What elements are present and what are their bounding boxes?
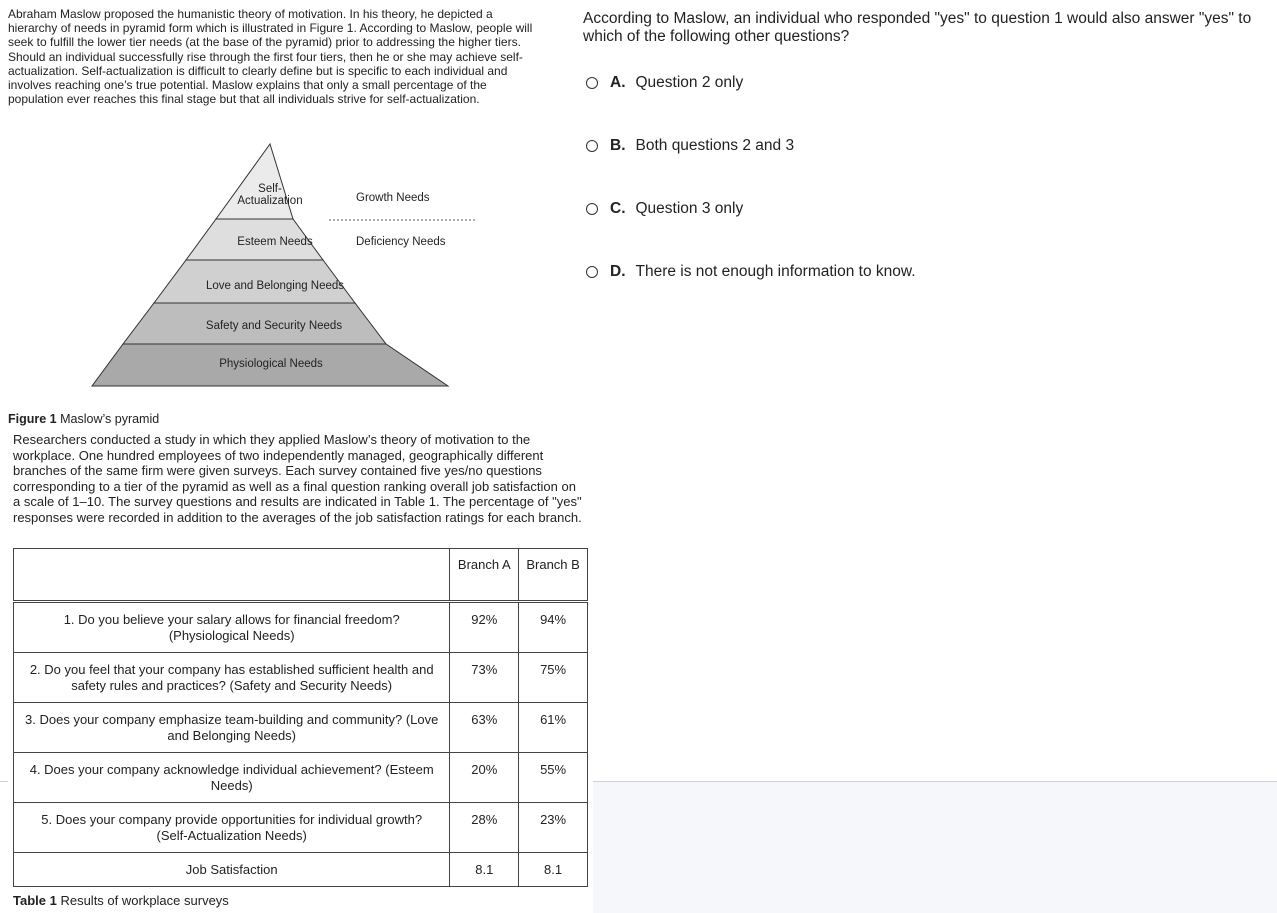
figure-caption [8, 412, 159, 426]
option-letter: D. [610, 263, 626, 280]
answer-option-a[interactable] [586, 74, 743, 92]
table-row [14, 703, 588, 753]
tier-label-physio: Physiological Needs [219, 358, 323, 370]
table-caption-text: Results of workplace surveys [56, 893, 229, 908]
table-question: 1. Do you believe your salary allows for financial freedom? (Physiological Needs) [14, 602, 450, 653]
option-text: Question 2 only [635, 74, 744, 91]
radio-icon[interactable] [586, 266, 598, 278]
table-value-a: 92% [450, 602, 519, 653]
table-value-a: 63% [450, 703, 519, 753]
passage-text: Abraham Maslow proposed the humanistic theory of motivation. In his theory, he depicted a hierarchy of needs in pyramid form which is illustrated in Figure 1. According to Maslow, people will seek to fulfill the lower tier needs (at the base of the pyramid) prior to addressing the higher tiers. Should an individual successfully rise through the first four tiers, then he or she may achieve self-actualization. Self-actualization is difficult to clearly define but is specific to each individual and involves reaching one’s true potential. Maslow explains that only a small percentage of the population ever reaches this final stage but that all individuals strive for self-actualization. [8, 7, 533, 107]
table-value-b: 75% [519, 653, 588, 703]
table-value-b: 61% [519, 703, 588, 753]
radio-icon[interactable] [586, 140, 598, 152]
table-row [14, 753, 588, 803]
table-question: 3. Does your company emphasize team-building and community? (Love and Belonging Needs) [14, 703, 450, 753]
table-row [14, 803, 588, 853]
radio-icon[interactable] [586, 203, 598, 215]
table-question: 5. Does your company provide opportunities for individual growth? (Self-Actualization Needs) [14, 803, 450, 853]
answer-option-c[interactable] [586, 200, 743, 218]
table-header-row [14, 549, 588, 602]
table-value-b: 8.1 [519, 853, 588, 887]
table-question: 2. Do you feel that your company has established sufficient health and safety rules and practices? (Safety and Security Needs) [14, 653, 450, 703]
option-letter: C. [610, 200, 626, 217]
table-caption [13, 893, 229, 908]
table-value-a: 28% [450, 803, 519, 853]
option-letter: A. [610, 74, 626, 91]
divider-line [0, 781, 8, 782]
table-caption-label: Table 1 [13, 893, 57, 908]
table-value-a: 73% [450, 653, 519, 703]
passage-pane [0, 0, 593, 912]
table-value-a: 20% [450, 753, 519, 803]
table-header-branch-a: Branch A [450, 549, 519, 602]
table-row [14, 602, 588, 653]
tier-label-love: Love and Belonging Needs [205, 280, 345, 292]
results-table [13, 548, 588, 887]
table-question: Job Satisfaction [14, 853, 450, 887]
table-value-b: 23% [519, 803, 588, 853]
answer-option-b[interactable] [586, 137, 794, 155]
table-value-a: 8.1 [450, 853, 519, 887]
answer-option-d[interactable] [586, 263, 916, 281]
tier-self-actualization [216, 144, 293, 219]
study-text: Researchers conducted a study in which they applied Maslow’s theory of motivation to the workplace. One hundred employees of two independently managed, geographically different branches of the same firm were given surveys. Each survey contained five yes/no questions corresponding to a tier of the pyramid as well as a final question ranking overall job satisfaction on a scale of 1–10. The survey questions and results are indicated in Table 1. The percentage of "yes" responses were recorded in addition to the averages of the job satisfaction ratings for each branch. [13, 432, 582, 525]
table-row [14, 853, 588, 887]
answer-pane-footer [593, 781, 1277, 913]
deficiency-needs-label: Deficiency Needs [356, 236, 446, 248]
table-value-b: 55% [519, 753, 588, 803]
tier-label-self-1: Self- [258, 183, 282, 195]
growth-needs-label: Growth Needs [356, 192, 430, 204]
table-header-empty [14, 549, 450, 602]
tier-label-safety: Safety and Security Needs [205, 320, 343, 332]
tier-label-esteem: Esteem Needs [237, 236, 313, 248]
option-text: Both questions 2 and 3 [635, 137, 795, 154]
option-text: Question 3 only [635, 200, 744, 217]
option-text: There is not enough information to know. [635, 263, 916, 280]
radio-icon[interactable] [586, 77, 598, 89]
figure-caption-label: Figure 1 [8, 412, 57, 426]
option-letter: B. [610, 137, 626, 154]
table-header-branch-b: Branch B [519, 549, 588, 602]
figure-caption-text: Maslow’s pyramid [56, 412, 160, 426]
table-question: 4. Does your company acknowledge individual achievement? (Esteem Needs) [14, 753, 450, 803]
question-stem: According to Maslow, an individual who responded "yes" to question 1 would also answer "yes" to which of the following other questions? [583, 10, 1252, 45]
tier-label-self-2: Actualization [237, 195, 303, 207]
table-value-b: 94% [519, 602, 588, 653]
table-row [14, 653, 588, 703]
maslow-pyramid-figure [0, 128, 500, 398]
